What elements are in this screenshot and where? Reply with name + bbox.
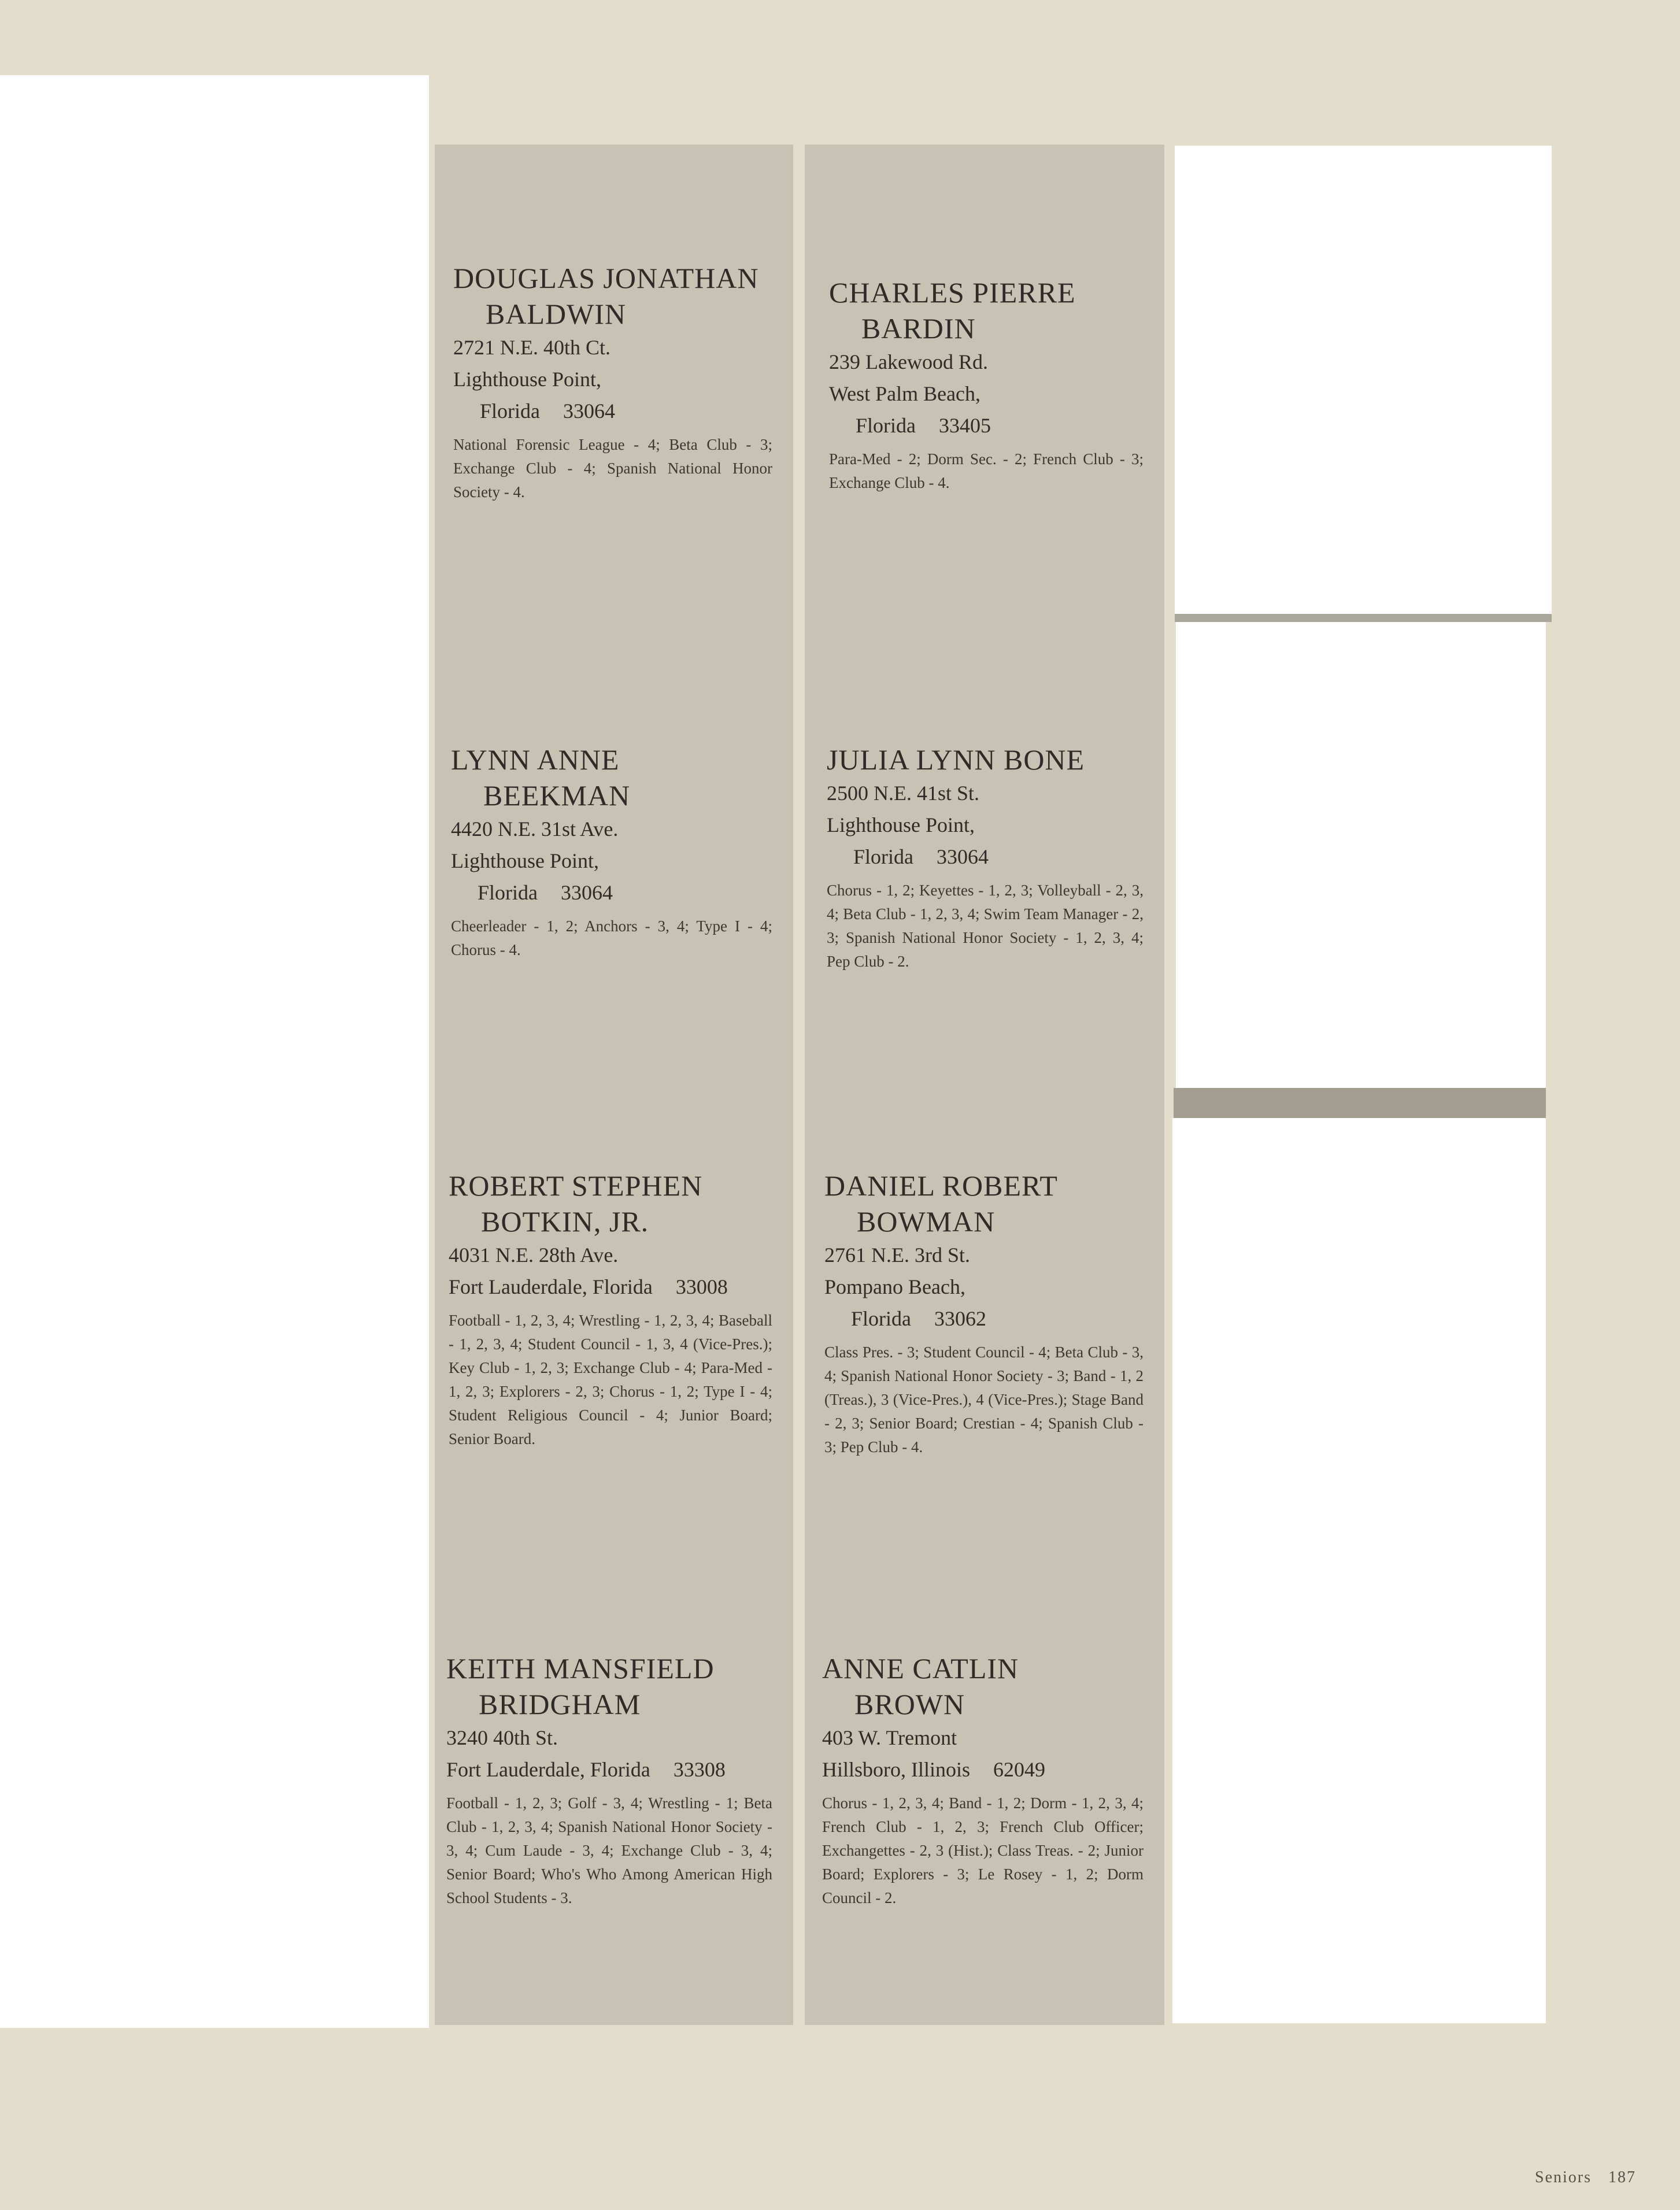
student-activities: Para-Med - 2; Dorm Sec. - 2; French Club - 3; Exchange Club - 4. bbox=[829, 450, 1144, 491]
name-line-2: BEEKMAN bbox=[483, 779, 631, 812]
street: 2500 N.E. 41st St. bbox=[827, 782, 980, 805]
student-address bbox=[453, 332, 772, 427]
left-text-column bbox=[435, 145, 793, 2025]
student-name bbox=[449, 1168, 772, 1239]
student-entry bbox=[822, 1650, 1144, 1910]
student-address bbox=[824, 1239, 1144, 1335]
name-line-1: KEITH MANSFIELD bbox=[446, 1652, 715, 1685]
student-entry bbox=[829, 275, 1144, 495]
zip: 62049 bbox=[993, 1758, 1046, 1781]
student-address bbox=[829, 346, 1144, 442]
student-name bbox=[451, 742, 772, 813]
name-line-1: ROBERT STEPHEN bbox=[449, 1169, 703, 1202]
state: Florida bbox=[478, 881, 538, 904]
section-label: Seniors bbox=[1535, 2168, 1592, 2186]
right-text-column bbox=[805, 145, 1164, 2025]
state: Florida bbox=[851, 1307, 911, 1330]
street: 239 Lakewood Rd. bbox=[829, 350, 988, 373]
city: Lighthouse Point, bbox=[827, 813, 975, 836]
student-activities: Cheerleader - 1, 2; Anchors - 3, 4; Type I - 4; Chorus - 4. bbox=[451, 917, 772, 958]
zip: 33064 bbox=[561, 881, 613, 904]
student-activities: Class Pres. - 3; Student Council - 4; Beta Club - 3, 4; Spanish National Honor Society - 3; Band - 1, 2 (Treas.), 3 (Vice-Pres.), 4 (Vice-Pres.); Stage Band - 2, 3; Senior Board; Crestian - 4; Spanish Club - 3; Pep Club - 4. bbox=[824, 1343, 1144, 1456]
name-line-2: BALDWIN bbox=[486, 298, 627, 330]
student-activities: Chorus - 1, 2, 3, 4; Band - 1, 2; Dorm - 1, 2, 3, 4; French Club - 1, 2, 3; French Club Officer; Exchangettes - 2, 3 (Hist.); Class Treas. - 2; Junior Board; Explorers - 3; Le Rosey - 1, 2; Dorm Council - 2. bbox=[822, 1794, 1144, 1907]
state: Florida bbox=[480, 399, 540, 423]
student-name bbox=[453, 260, 772, 332]
right-photo-bottom bbox=[1172, 1118, 1546, 2023]
state: Florida bbox=[856, 414, 916, 437]
street: 3240 40th St. bbox=[446, 1726, 558, 1749]
city: Fort Lauderdale, Florida bbox=[446, 1758, 650, 1781]
student-name bbox=[827, 742, 1144, 778]
zip: 33064 bbox=[563, 399, 615, 423]
student-activities: Football - 1, 2, 3; Golf - 3, 4; Wrestling - 1; Beta Club - 1, 2, 3, 4; Spanish National Honor Society - 3, 4; Cum Laude - 3, 4; Exchange Club - 3, 4; Senior Board; Who's Who Among American High School Students - 3. bbox=[446, 1794, 772, 1907]
zip: 33008 bbox=[675, 1275, 728, 1298]
city: Lighthouse Point, bbox=[453, 368, 602, 391]
city: Pompano Beach, bbox=[824, 1275, 965, 1298]
student-entry bbox=[449, 1168, 772, 1451]
left-photo-block bbox=[0, 75, 429, 2028]
student-name bbox=[822, 1650, 1144, 1722]
student-entry bbox=[824, 1168, 1144, 1459]
page-footer bbox=[1535, 2168, 1636, 2187]
name-line-2: BOWMAN bbox=[857, 1205, 996, 1238]
city: Hillsboro, Illinois bbox=[822, 1758, 971, 1781]
name-line-1: DANIEL ROBERT bbox=[824, 1169, 1058, 1202]
student-address bbox=[449, 1239, 772, 1303]
zip: 33064 bbox=[937, 845, 989, 868]
right-photo-divider-1 bbox=[1175, 614, 1552, 622]
name-line-1: JULIA LYNN BONE bbox=[827, 743, 1085, 776]
city: West Palm Beach, bbox=[829, 382, 981, 405]
student-name bbox=[829, 275, 1144, 346]
street: 2761 N.E. 3rd St. bbox=[824, 1243, 970, 1267]
right-photo-top bbox=[1175, 146, 1552, 614]
name-line-1: LYNN ANNE bbox=[451, 743, 620, 776]
student-entry bbox=[451, 742, 772, 962]
name-line-1: ANNE CATLIN bbox=[822, 1652, 1019, 1685]
student-address bbox=[446, 1722, 772, 1786]
city: Fort Lauderdale, Florida bbox=[449, 1275, 653, 1298]
street: 4031 N.E. 28th Ave. bbox=[449, 1243, 619, 1267]
student-entry bbox=[453, 260, 772, 504]
zip: 33308 bbox=[673, 1758, 726, 1781]
name-line-1: CHARLES PIERRE bbox=[829, 276, 1076, 309]
zip: 33405 bbox=[939, 414, 991, 437]
name-line-1: DOUGLAS JONATHAN bbox=[453, 262, 759, 294]
name-line-2: BROWN bbox=[854, 1688, 965, 1720]
zip: 33062 bbox=[934, 1307, 986, 1330]
student-address bbox=[451, 813, 772, 909]
right-photo-divider-2 bbox=[1174, 1088, 1546, 1118]
right-photo-middle bbox=[1176, 622, 1546, 1088]
student-address bbox=[827, 778, 1144, 873]
student-activities: Football - 1, 2, 3, 4; Wrestling - 1, 2, 3, 4; Baseball - 1, 2, 3, 4; Student Council - 1, 3, 4 (Vice-Pres.); Key Club - 1, 2, 3; Exchange Club - 4; Para-Med - 1, 2, 3; Explorers - 2, 3; Chorus - 1, 2; Type I - 4; Student Religious Council - 4; Junior Board; Senior Board. bbox=[449, 1312, 772, 1448]
student-name bbox=[824, 1168, 1144, 1239]
city: Lighthouse Point, bbox=[451, 849, 600, 872]
student-address bbox=[822, 1722, 1144, 1786]
street: 403 W. Tremont bbox=[822, 1726, 957, 1749]
state: Florida bbox=[853, 845, 913, 868]
student-entry bbox=[827, 742, 1144, 973]
name-line-2: BARDIN bbox=[861, 312, 976, 345]
student-name bbox=[446, 1650, 772, 1722]
street: 2721 N.E. 40th Ct. bbox=[453, 336, 611, 359]
student-activities: Chorus - 1, 2; Keyettes - 1, 2, 3; Volleyball - 2, 3, 4; Beta Club - 1, 2, 3, 4; Swim Team Manager - 2, 3; Spanish National Honor Society - 1, 2, 3, 4; Pep Club - 2. bbox=[827, 882, 1144, 970]
name-line-2: BRIDGHAM bbox=[479, 1688, 641, 1720]
page-number: 187 bbox=[1608, 2168, 1636, 2186]
student-entry bbox=[446, 1650, 772, 1910]
name-line-2: BOTKIN, JR. bbox=[481, 1205, 649, 1238]
street: 4420 N.E. 31st Ave. bbox=[451, 817, 619, 841]
student-activities: National Forensic League - 4; Beta Club - 3; Exchange Club - 4; Spanish National Honor Society - 4. bbox=[453, 436, 772, 501]
